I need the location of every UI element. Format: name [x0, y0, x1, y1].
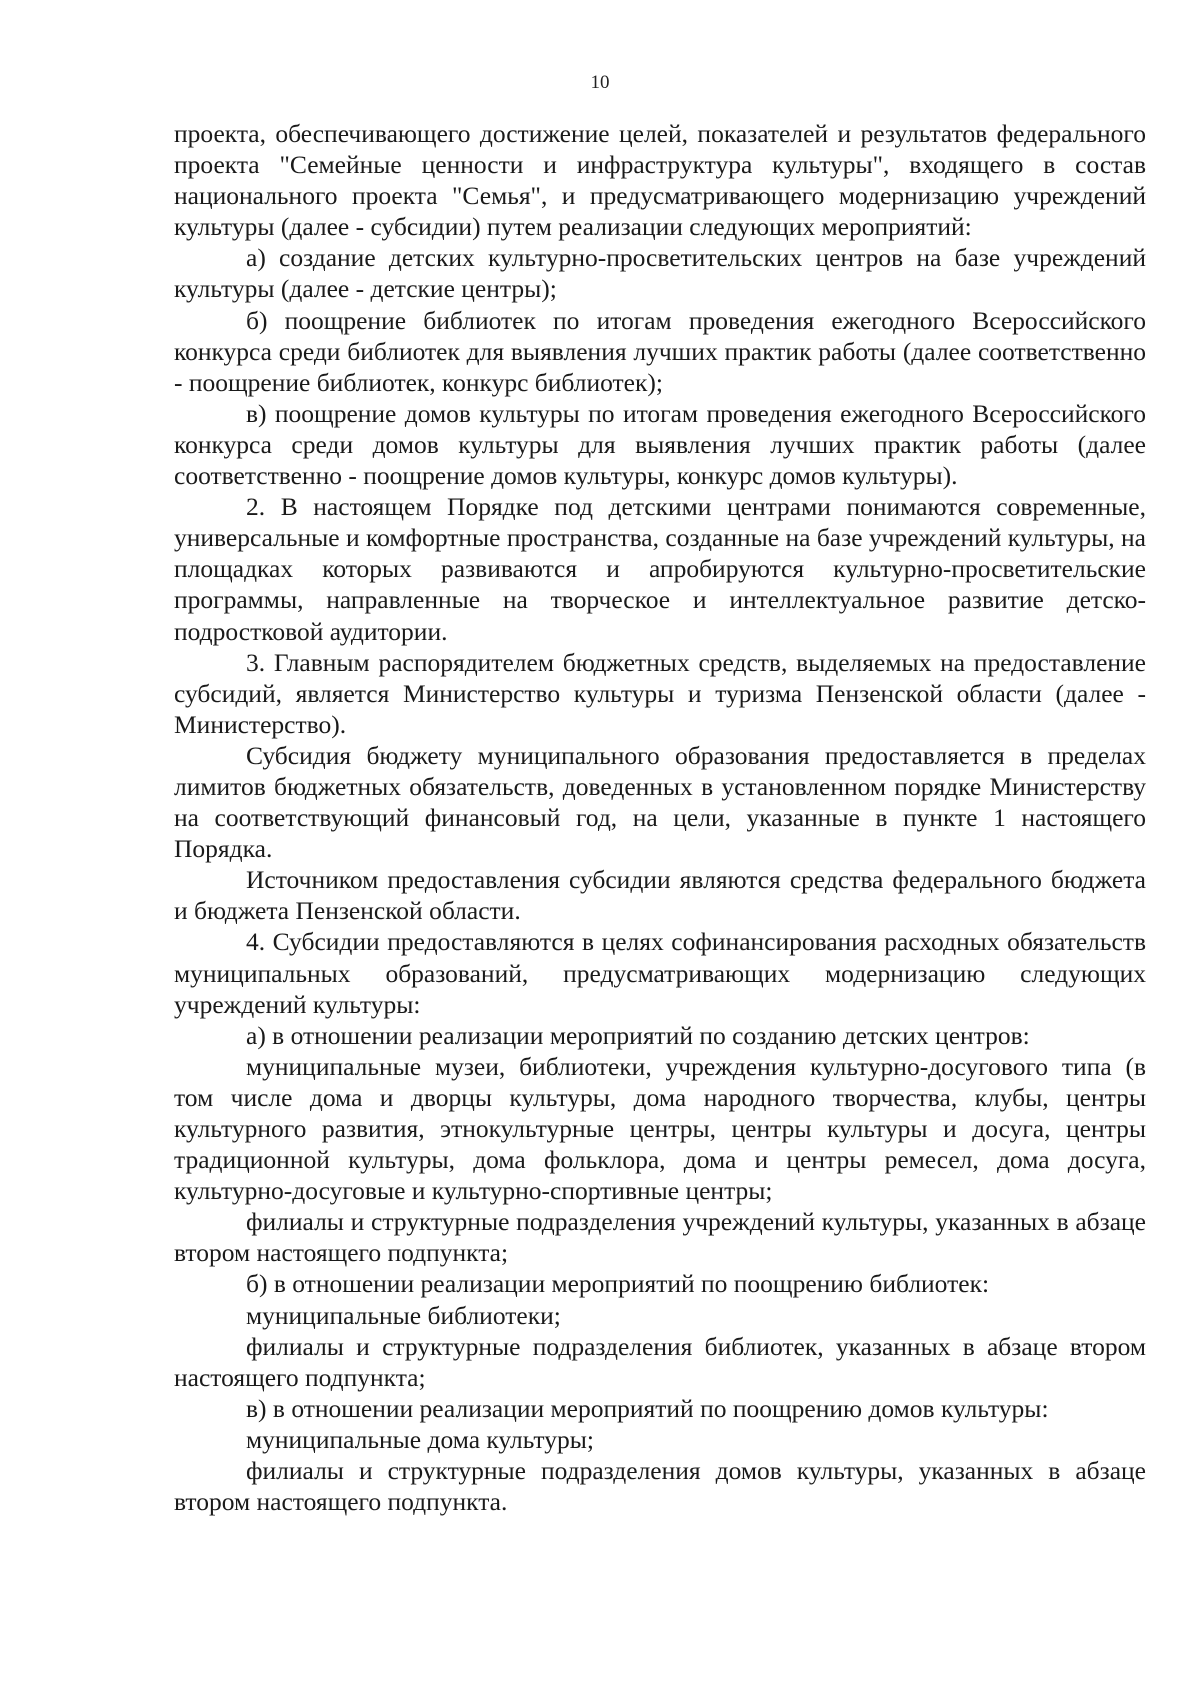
paragraph: Субсидия бюджету муниципального образования предоставляется в пределах лимитов бюджетных обязательств, доведенных в установленном порядке Министерству на соответствующий финансовый год, на цели, указанные в пункте 1 настоящего Порядка. [174, 740, 1146, 864]
paragraph: филиалы и структурные подразделения домов культуры, указанных в абзаце втором настоящего подпункта. [174, 1456, 1146, 1517]
paragraph: проекта, обеспечивающего достижение целей, показателей и результатов федерального проекта "Семейные ценности и инфраструктура культуры", входящего в состав национального проекта "Семья", и предусматривающего модернизацию учреждений культуры (далее - субсидии) путем реализации следующих мероприятий: [174, 119, 1146, 242]
paragraph: в) в отношении реализации мероприятий по поощрению домов культуры: [246, 1393, 1049, 1423]
paragraph: 2. В настоящем Порядке под детскими центрами понимаются современные, универсальные и комфортные пространства, созданные на базе учреждений культуры, на площадках которых развиваются и апробируются культурно-просветительские программы, направленные на творческое и интеллектуальное развитие детско-подростковой аудитории. [174, 492, 1146, 646]
paragraph: б) в отношении реализации мероприятий по поощрению библиотек: [246, 1269, 990, 1299]
paragraph: 4. Субсидии предоставляются в целях софинансирования расходных обязательств муниципальных образований, предусматривающих модернизацию следующих учреждений культуры: [174, 927, 1146, 1019]
paragraph: в) поощрение домов культуры по итогам проведения ежегодного Всероссийского конкурса среди домов культуры для выявления лучших практик работы (далее соответственно - поощрение домов культуры, конкурс домов культуры). [174, 398, 1146, 491]
paragraph: 3. Главным распорядителем бюджетных средств, выделяемых на предоставление субсидий, является Министерство культуры и туризма Пензенской области (далее - Министерство). [174, 647, 1146, 739]
paragraph: муниципальные библиотеки; [246, 1300, 561, 1330]
paragraph: а) в отношении реализации мероприятий по созданию детских центров: [246, 1020, 1030, 1050]
paragraph: Источником предоставления субсидии являются средства федерального бюджета и бюджета Пензенской области. [174, 865, 1146, 926]
page-number: 10 [590, 72, 610, 93]
paragraph: а) создание детских культурно-просветительских центров на базе учреждений культуры (далее - детские центры); [174, 243, 1146, 304]
document-body [174, 118, 1146, 1517]
paragraph: муниципальные дома культуры; [246, 1424, 594, 1454]
paragraph: муниципальные музеи, библиотеки, учреждения культурно-досугового типа (в том числе дома и дворцы культуры, дома народного творчества, клубы, центры культурного развития, этнокультурные центры, центры культуры и досуга, центры традиционной культуры, дома фольклора, дома и центры ремесел, дома досуга, культурно-досуговые и культурно-спортивные центры; [174, 1051, 1146, 1206]
paragraph: б) поощрение библиотек по итогам проведения ежегодного Всероссийского конкурса среди библиотек для выявления лучших практик работы (далее соответственно - поощрение библиотек, конкурс библиотек); [174, 305, 1146, 397]
paragraph: филиалы и структурные подразделения библиотек, указанных в абзаце втором настоящего подпункта; [174, 1331, 1146, 1392]
paragraph: филиалы и структурные подразделения учреждений культуры, указанных в абзаце втором настоящего подпункта; [174, 1207, 1146, 1268]
